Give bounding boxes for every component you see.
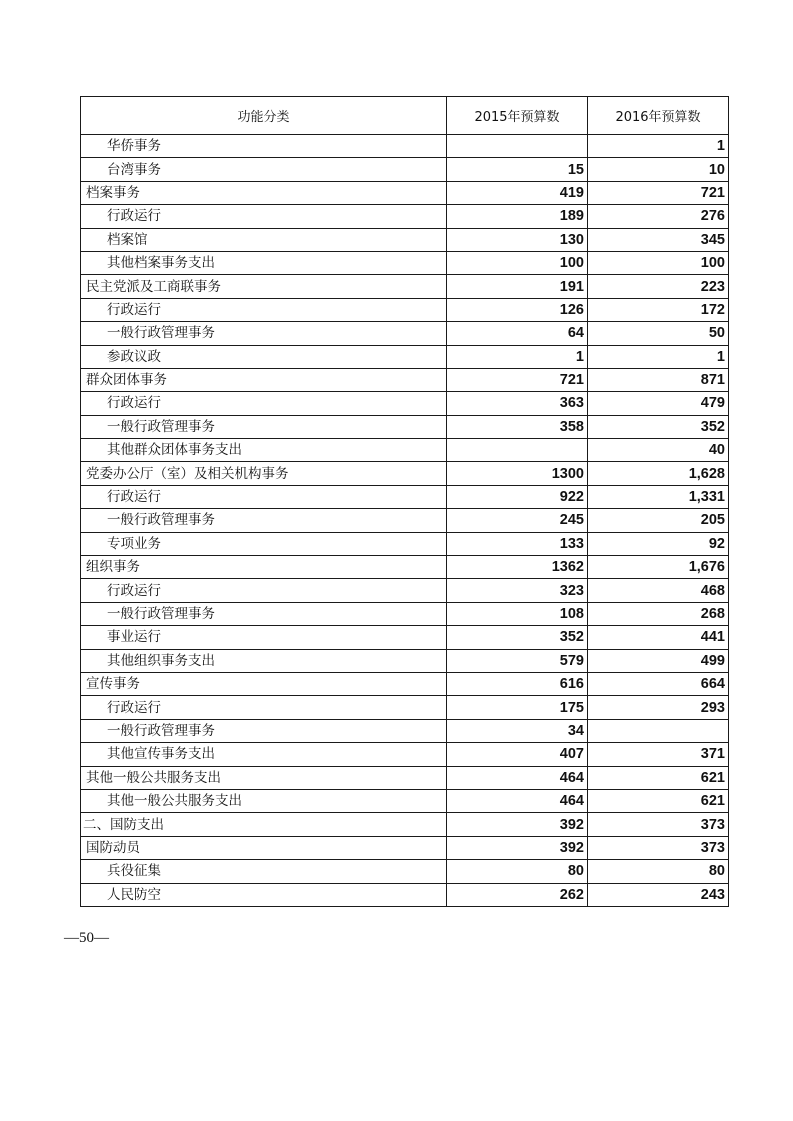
table-row — [81, 392, 729, 415]
row-2016-value: 871 — [588, 368, 729, 391]
row-category: 其他群众团体事务支出 — [81, 439, 447, 462]
table-row — [81, 579, 729, 602]
row-category: 兵役征集 — [81, 860, 447, 883]
row-2015-value: 922 — [447, 485, 588, 508]
table-row — [81, 415, 729, 438]
table-row — [81, 439, 729, 462]
row-2015-value: 34 — [447, 719, 588, 742]
row-2015-value: 352 — [447, 626, 588, 649]
row-2015-value: 245 — [447, 509, 588, 532]
row-2015-value: 1300 — [447, 462, 588, 485]
row-category: 参政议政 — [81, 345, 447, 368]
row-2016-value: 10 — [588, 158, 729, 181]
row-category: 档案事务 — [81, 181, 447, 204]
table-row — [81, 602, 729, 625]
row-category: 行政运行 — [81, 485, 447, 508]
row-2016-value: 293 — [588, 696, 729, 719]
row-2016-value: 80 — [588, 860, 729, 883]
row-2016-value: 441 — [588, 626, 729, 649]
row-2016-value: 371 — [588, 743, 729, 766]
row-2015-value: 189 — [447, 205, 588, 228]
row-2015-value: 392 — [447, 836, 588, 859]
table-row — [81, 883, 729, 906]
row-2015-value: 616 — [447, 672, 588, 695]
table-row — [81, 345, 729, 368]
row-2016-value: 373 — [588, 813, 729, 836]
row-2016-value: 373 — [588, 836, 729, 859]
row-category: 行政运行 — [81, 205, 447, 228]
row-2016-value: 276 — [588, 205, 729, 228]
table-row — [81, 719, 729, 742]
table-row — [81, 462, 729, 485]
table-row — [81, 696, 729, 719]
row-category: 党委办公厅（室）及相关机构事务 — [81, 462, 447, 485]
row-category: 组织事务 — [81, 556, 447, 579]
row-2015-value: 579 — [447, 649, 588, 672]
table-row — [81, 626, 729, 649]
table-row — [81, 205, 729, 228]
row-2016-value: 223 — [588, 275, 729, 298]
row-2016-value — [588, 719, 729, 742]
row-category: 行政运行 — [81, 579, 447, 602]
table-row — [81, 860, 729, 883]
row-category: 国防动员 — [81, 836, 447, 859]
row-2015-value: 721 — [447, 368, 588, 391]
table-row — [81, 743, 729, 766]
row-2016-value: 345 — [588, 228, 729, 251]
row-2015-value — [447, 439, 588, 462]
row-2016-value: 1 — [588, 345, 729, 368]
row-category: 二、国防支出 — [81, 813, 447, 836]
row-2016-value: 50 — [588, 322, 729, 345]
table-row — [81, 649, 729, 672]
row-2015-value: 1 — [447, 345, 588, 368]
row-2015-value: 392 — [447, 813, 588, 836]
row-category: 一般行政管理事务 — [81, 719, 447, 742]
row-category: 一般行政管理事务 — [81, 322, 447, 345]
table-row — [81, 789, 729, 812]
row-category: 事业运行 — [81, 626, 447, 649]
row-2016-value: 721 — [588, 181, 729, 204]
row-2016-value: 621 — [588, 766, 729, 789]
table-row — [81, 509, 729, 532]
row-category: 人民防空 — [81, 883, 447, 906]
row-2016-value: 268 — [588, 602, 729, 625]
table-row — [81, 228, 729, 251]
budget-table — [80, 96, 729, 907]
row-2015-value: 464 — [447, 789, 588, 812]
row-category: 群众团体事务 — [81, 368, 447, 391]
row-2015-value: 191 — [447, 275, 588, 298]
row-category: 其他宣传事务支出 — [81, 743, 447, 766]
header-2015-budget: 2015年预算数 — [447, 97, 588, 135]
row-2015-value: 130 — [447, 228, 588, 251]
row-category: 行政运行 — [81, 696, 447, 719]
table-row — [81, 766, 729, 789]
table-row — [81, 813, 729, 836]
table-row — [81, 251, 729, 274]
table-row — [81, 135, 729, 158]
row-2016-value: 479 — [588, 392, 729, 415]
header-2016-budget: 2016年预算数 — [588, 97, 729, 135]
row-category: 其他档案事务支出 — [81, 251, 447, 274]
table-row — [81, 298, 729, 321]
row-category: 其他一般公共服务支出 — [81, 766, 447, 789]
table-row — [81, 275, 729, 298]
table-row — [81, 181, 729, 204]
header-category: 功能分类 — [81, 97, 447, 135]
row-category: 台湾事务 — [81, 158, 447, 181]
row-category: 其他组织事务支出 — [81, 649, 447, 672]
row-2015-value: 407 — [447, 743, 588, 766]
row-2016-value: 352 — [588, 415, 729, 438]
header-row — [81, 97, 729, 135]
table-row — [81, 322, 729, 345]
row-2015-value: 323 — [447, 579, 588, 602]
row-2016-value: 92 — [588, 532, 729, 555]
row-category: 行政运行 — [81, 298, 447, 321]
row-2015-value: 108 — [447, 602, 588, 625]
row-2016-value: 40 — [588, 439, 729, 462]
row-2016-value: 664 — [588, 672, 729, 695]
row-2016-value: 100 — [588, 251, 729, 274]
row-category: 一般行政管理事务 — [81, 415, 447, 438]
row-category: 民主党派及工商联事务 — [81, 275, 447, 298]
row-2016-value: 1,331 — [588, 485, 729, 508]
row-category: 一般行政管理事务 — [81, 602, 447, 625]
row-2016-value: 172 — [588, 298, 729, 321]
row-2015-value: 15 — [447, 158, 588, 181]
row-2016-value: 468 — [588, 579, 729, 602]
table-row — [81, 532, 729, 555]
row-category: 一般行政管理事务 — [81, 509, 447, 532]
table-row — [81, 836, 729, 859]
row-2016-value: 243 — [588, 883, 729, 906]
row-2015-value: 100 — [447, 251, 588, 274]
row-category: 华侨事务 — [81, 135, 447, 158]
row-category: 其他一般公共服务支出 — [81, 789, 447, 812]
row-2015-value: 80 — [447, 860, 588, 883]
table-row — [81, 485, 729, 508]
row-category: 档案馆 — [81, 228, 447, 251]
table-body — [81, 135, 729, 907]
row-2015-value: 262 — [447, 883, 588, 906]
row-2016-value: 1,676 — [588, 556, 729, 579]
row-2015-value: 419 — [447, 181, 588, 204]
row-2015-value: 175 — [447, 696, 588, 719]
row-2016-value: 621 — [588, 789, 729, 812]
row-2015-value: 363 — [447, 392, 588, 415]
row-2016-value: 1,628 — [588, 462, 729, 485]
row-2015-value: 126 — [447, 298, 588, 321]
table-header — [81, 97, 729, 135]
row-2015-value: 133 — [447, 532, 588, 555]
table-row — [81, 158, 729, 181]
row-2015-value: 464 — [447, 766, 588, 789]
row-2016-value: 499 — [588, 649, 729, 672]
table-row — [81, 672, 729, 695]
row-2015-value — [447, 135, 588, 158]
row-2016-value: 1 — [588, 135, 729, 158]
row-2015-value: 358 — [447, 415, 588, 438]
row-2015-value: 64 — [447, 322, 588, 345]
table-row — [81, 368, 729, 391]
page-number: —50— — [64, 930, 109, 946]
row-category: 行政运行 — [81, 392, 447, 415]
row-2016-value: 205 — [588, 509, 729, 532]
table-row — [81, 556, 729, 579]
row-category: 宣传事务 — [81, 672, 447, 695]
row-2015-value: 1362 — [447, 556, 588, 579]
row-category: 专项业务 — [81, 532, 447, 555]
